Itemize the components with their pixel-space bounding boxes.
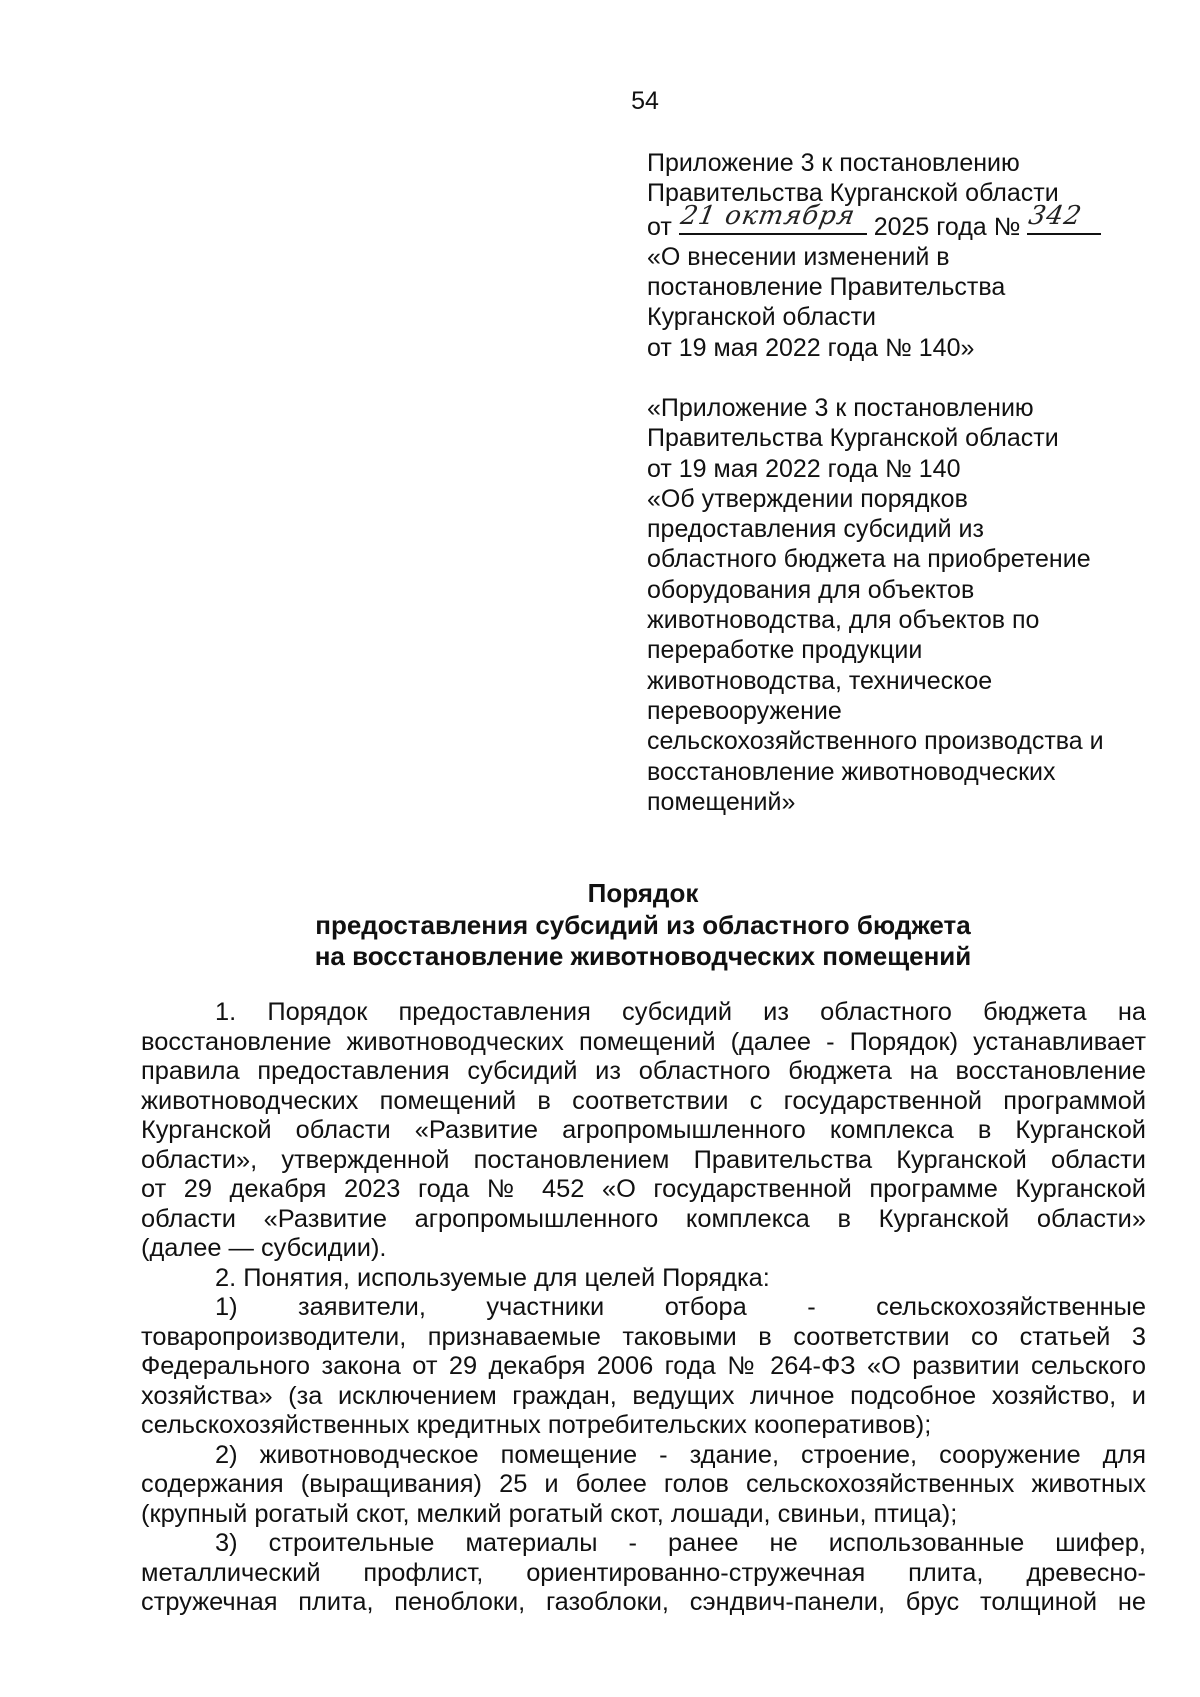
body-line: (далее — субсидии). <box>141 1234 387 1262</box>
page-number: 54 <box>631 87 659 115</box>
body-line: 2) животноводческое помещение - здание, строение, сооружение для <box>215 1440 1146 1469</box>
appendix-original-line: «Об утверждении порядков <box>647 484 968 513</box>
appendix-original-line: перевооружение <box>647 696 842 725</box>
appendix-original-line: от 19 мая 2022 года № 140 <box>647 454 961 483</box>
appendix-title-line: постановление Правительства <box>647 273 1006 302</box>
body-line: сельскохозяйственных кредитных потребительских кооперативов); <box>141 1411 932 1439</box>
appendix-original-line: областного бюджета на приобретение <box>647 545 1091 574</box>
body-line: металлический профлист, ориентированно-стружечная плита, древесно- <box>141 1558 1146 1587</box>
heading-line: предоставления субсидий из областного бюджета <box>315 909 971 940</box>
body-line: Федерального закона от 29 декабря 2006 года № 264-ФЗ «О развитии сельского <box>141 1352 1146 1380</box>
appendix-date-line <box>647 201 1147 242</box>
body-line: Курганской области «Развитие агропромышленного комплекса в Курганской <box>141 1116 1146 1144</box>
handwritten-number: 342 <box>1026 201 1085 232</box>
document-body <box>141 998 1146 1618</box>
body-line: 1. Порядок предоставления субсидий из областного бюджета на <box>215 998 1146 1026</box>
appendix-original-line: животноводства, для объектов по <box>647 606 1040 635</box>
body-line: стружечная плита, пеноблоки, газоблоки, сэндвич-панели, брус толщиной не <box>141 1588 1146 1616</box>
body-line: области», утвержденной постановлением Правительства Курганской области <box>141 1145 1146 1174</box>
document-heading <box>140 878 1146 973</box>
body-line: (крупный рогатый скот, мелкий рогатый скот, лошади, свиньи, птица); <box>141 1499 958 1528</box>
body-line: 3) строительные материалы - ранее не использованные шифер, <box>215 1529 1146 1557</box>
date-year: 2025 года № <box>873 212 1021 241</box>
body-line: животноводческих помещений в соответствии с государственной программой <box>141 1086 1146 1115</box>
heading-line: на восстановление животноводческих помещений <box>314 941 972 971</box>
appendix-original-line: «Приложение 3 к постановлению <box>647 394 1034 422</box>
appendix-title-line: от 19 мая 2022 года № 140» <box>647 333 975 362</box>
body-line: содержания (выращивания) 25 и более голов сельскохозяйственных животных <box>141 1470 1146 1498</box>
appendix-original-line: сельскохозяйственного производства и <box>647 727 1104 756</box>
body-line: хозяйства» (за исключением граждан, ведущих личное подсобное хозяйство, и <box>141 1381 1146 1410</box>
heading-title: Порядок <box>587 878 699 908</box>
body-line: от 29 декабря 2023 года № 452 «О государственной программе Курганской <box>141 1175 1146 1203</box>
body-line: восстановление животноводческих помещений (далее - Порядок) устанавливает <box>141 1027 1146 1056</box>
appendix-line: Приложение 3 к постановлению <box>647 149 1020 177</box>
body-line: правила предоставления субсидий из областного бюджета на восстановление <box>141 1057 1146 1085</box>
appendix-title-line: «О внесении изменений в <box>647 242 950 271</box>
appendix-original-line: оборудования для объектов <box>647 575 975 604</box>
appendix-original-line: предоставления субсидий из <box>647 515 984 544</box>
appendix-title <box>647 242 1147 363</box>
appendix-original-line: восстановление животноводческих <box>647 757 1056 786</box>
appendix-line: Правительства Курганской области <box>647 179 1059 208</box>
body-line: товаропроизводители, признаваемые таковыми в соответствии со статьей 3 <box>141 1322 1146 1351</box>
appendix-original-line: помещений» <box>647 787 796 816</box>
appendix-original-line: Правительства Курганской области <box>647 424 1059 453</box>
appendix-original-line: переработке продукции <box>647 636 923 665</box>
body-line: 1) заявители, участники отбора - сельскохозяйственные <box>215 1293 1146 1321</box>
date-prefix: от <box>647 212 672 241</box>
appendix-original-line: животноводства, техническое <box>647 666 993 695</box>
handwritten-number-field <box>1026 201 1101 235</box>
handwritten-date-field <box>678 201 867 235</box>
handwritten-date: 21 октября <box>678 201 858 232</box>
appendix-original-block <box>647 393 1147 817</box>
body-line: 2. Понятия, используемые для целей Порядка: <box>215 1263 770 1292</box>
body-line: области «Развитие агропромышленного комплекса в Курганской области» <box>141 1204 1146 1233</box>
appendix-title-line: Курганской области <box>647 303 877 332</box>
appendix-current-block <box>647 148 1147 363</box>
